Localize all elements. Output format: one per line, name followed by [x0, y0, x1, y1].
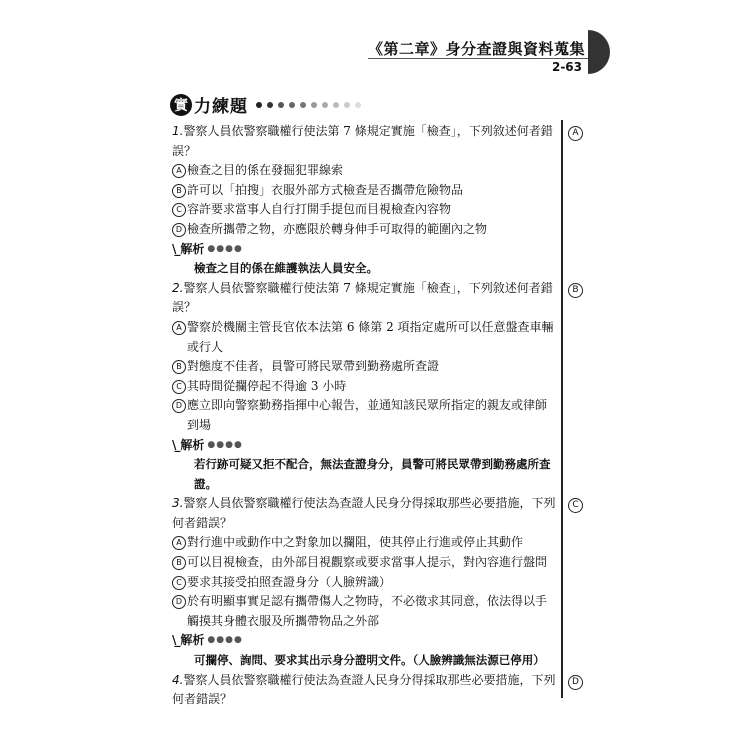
option-text: 許可以「拍搜」衣服外部方式檢查是否攜帶危險物品 — [187, 182, 464, 197]
page-number: 2-63 — [551, 60, 582, 74]
option-item — [172, 161, 558, 181]
option-item — [172, 200, 558, 220]
question-stem — [172, 279, 558, 299]
question-number: 1. — [172, 124, 184, 138]
answer-letter: C — [568, 498, 583, 513]
analysis-slash-icon: \_ — [172, 437, 179, 452]
explanation-text: 若行跡可疑又拒不配合，無法查證身分，員警可將民眾帶到勤務處所查證。 — [194, 457, 551, 491]
option-item — [172, 181, 558, 201]
section-title: 力練題 — [194, 97, 248, 117]
option-item — [172, 573, 558, 593]
option-item — [172, 533, 558, 553]
page-header — [350, 30, 750, 74]
question-stem — [172, 671, 558, 691]
chapter-title: 《第二章》身分查證與資料蒐集 — [367, 40, 585, 58]
question-text: 警察人員依警察職權行使法為查證人民身分得採取那些必要措施，下列 — [183, 496, 556, 511]
header-tab-decoration — [588, 30, 610, 74]
question-text-continued: 誤？ — [172, 143, 197, 158]
analysis-label — [172, 436, 558, 456]
question-stem — [172, 494, 558, 514]
question-text: 警察人員依警察職權行使法第 7 條規定實施「檢查」，下列敘述何者錯 — [183, 124, 553, 138]
question-text-continued: 誤？ — [172, 300, 197, 315]
option-text: 對態度不佳者，員警可將民眾帶到勤務處所查證 — [187, 359, 440, 374]
option-text: 可以目視檢查，由外部目視觀察或要求當事人提示，對內容進行盤問 — [187, 555, 548, 570]
heading-dots-decoration — [256, 102, 366, 108]
analysis-label-text: 解析 — [180, 633, 205, 648]
option-text: 應立即向警察勤務指揮中心報告，並通知該民眾所指定的親友或律師到場 — [187, 398, 548, 432]
question-text-continued: 何者錯誤？ — [172, 515, 233, 530]
analysis-slash-icon: \_ — [172, 633, 179, 648]
questions-list — [172, 122, 579, 710]
option-letter: A — [172, 164, 186, 178]
answer-marker — [568, 494, 583, 514]
question-text: 警察人員依警察職權行使法第 7 條規定實施「檢查」，下列敘述何者錯 — [183, 280, 553, 295]
option-item — [172, 592, 558, 631]
option-text: 其時間從攔停起不得逾 3 小時 — [187, 378, 347, 393]
question-item — [172, 279, 579, 495]
answer-letter: A — [568, 126, 583, 141]
option-letter: C — [172, 576, 186, 590]
analysis-label — [172, 631, 558, 651]
answer-letter: B — [568, 283, 583, 298]
question-number: 2. — [172, 280, 184, 295]
option-item — [172, 220, 558, 240]
analysis-dots-decoration: ●●●● — [207, 243, 243, 254]
option-letter: C — [172, 203, 186, 217]
question-item — [172, 671, 579, 710]
question-stem — [172, 122, 558, 142]
explanation-text: 可攔停、詢問、要求其出示身分證明文件。（人臉辨識無法源已停用） — [194, 653, 545, 668]
option-letter: B — [172, 184, 186, 198]
option-text: 警察於機關主管長官依本法第 6 條第 2 項指定處所可以任意盤查車輛或行人 — [187, 319, 554, 354]
answer-column-rule — [561, 120, 563, 698]
analysis-label — [172, 240, 558, 260]
option-letter: B — [172, 360, 186, 374]
option-letter: D — [172, 399, 186, 413]
question-number: 4. — [172, 672, 184, 687]
option-letter: C — [172, 380, 186, 394]
option-letter: D — [172, 223, 186, 237]
analysis-label-text: 解析 — [180, 437, 205, 452]
option-item — [172, 396, 558, 435]
question-text: 警察人員依警察職權行使法為查證人民身分得採取那些必要措施，下列 — [183, 672, 556, 687]
option-item — [172, 553, 558, 573]
analysis-dots-decoration: ●●●● — [207, 439, 243, 450]
option-letter: B — [172, 556, 186, 570]
question-item — [172, 122, 579, 279]
option-item — [172, 377, 558, 397]
option-item — [172, 318, 558, 357]
question-text-continued: 何者錯誤？ — [172, 692, 233, 707]
explanation-text: 檢查之目的係在維護執法人員安全。 — [194, 261, 378, 276]
option-text: 於有明顯事實足認有攜帶傷人之物時，不必徵求其同意，依法得以手觸摸其身體衣服及所攜帶物品之外部 — [187, 594, 548, 628]
answer-marker — [568, 122, 583, 142]
answer-marker — [568, 279, 583, 299]
answer-letter: D — [568, 675, 583, 690]
option-letter: A — [172, 321, 186, 335]
section-heading — [170, 92, 366, 117]
analysis-dots-decoration: ●●●● — [207, 635, 243, 646]
option-letter: D — [172, 595, 186, 609]
option-text: 對行進中或動作中之對象加以攔阻，使其停止行進或停止其動作 — [187, 535, 524, 550]
option-text: 檢查所攜帶之物，亦應限於轉身伸手可取得的範圍內之物 — [187, 221, 488, 236]
question-number: 3. — [172, 496, 184, 511]
heading-badge: 實 — [170, 94, 192, 116]
option-letter: A — [172, 536, 186, 550]
option-text: 容許要求當事人自行打開手提包而目視檢查內容物 — [187, 202, 452, 217]
answer-marker — [568, 671, 583, 691]
option-item — [172, 357, 558, 377]
analysis-label-text: 解析 — [180, 241, 205, 256]
analysis-slash-icon: \_ — [172, 241, 179, 256]
option-text: 要求其接受拍照查證身分（人臉辨識） — [187, 574, 392, 589]
option-text: 檢查之目的係在發掘犯罪線索 — [187, 163, 344, 178]
question-item — [172, 494, 579, 670]
